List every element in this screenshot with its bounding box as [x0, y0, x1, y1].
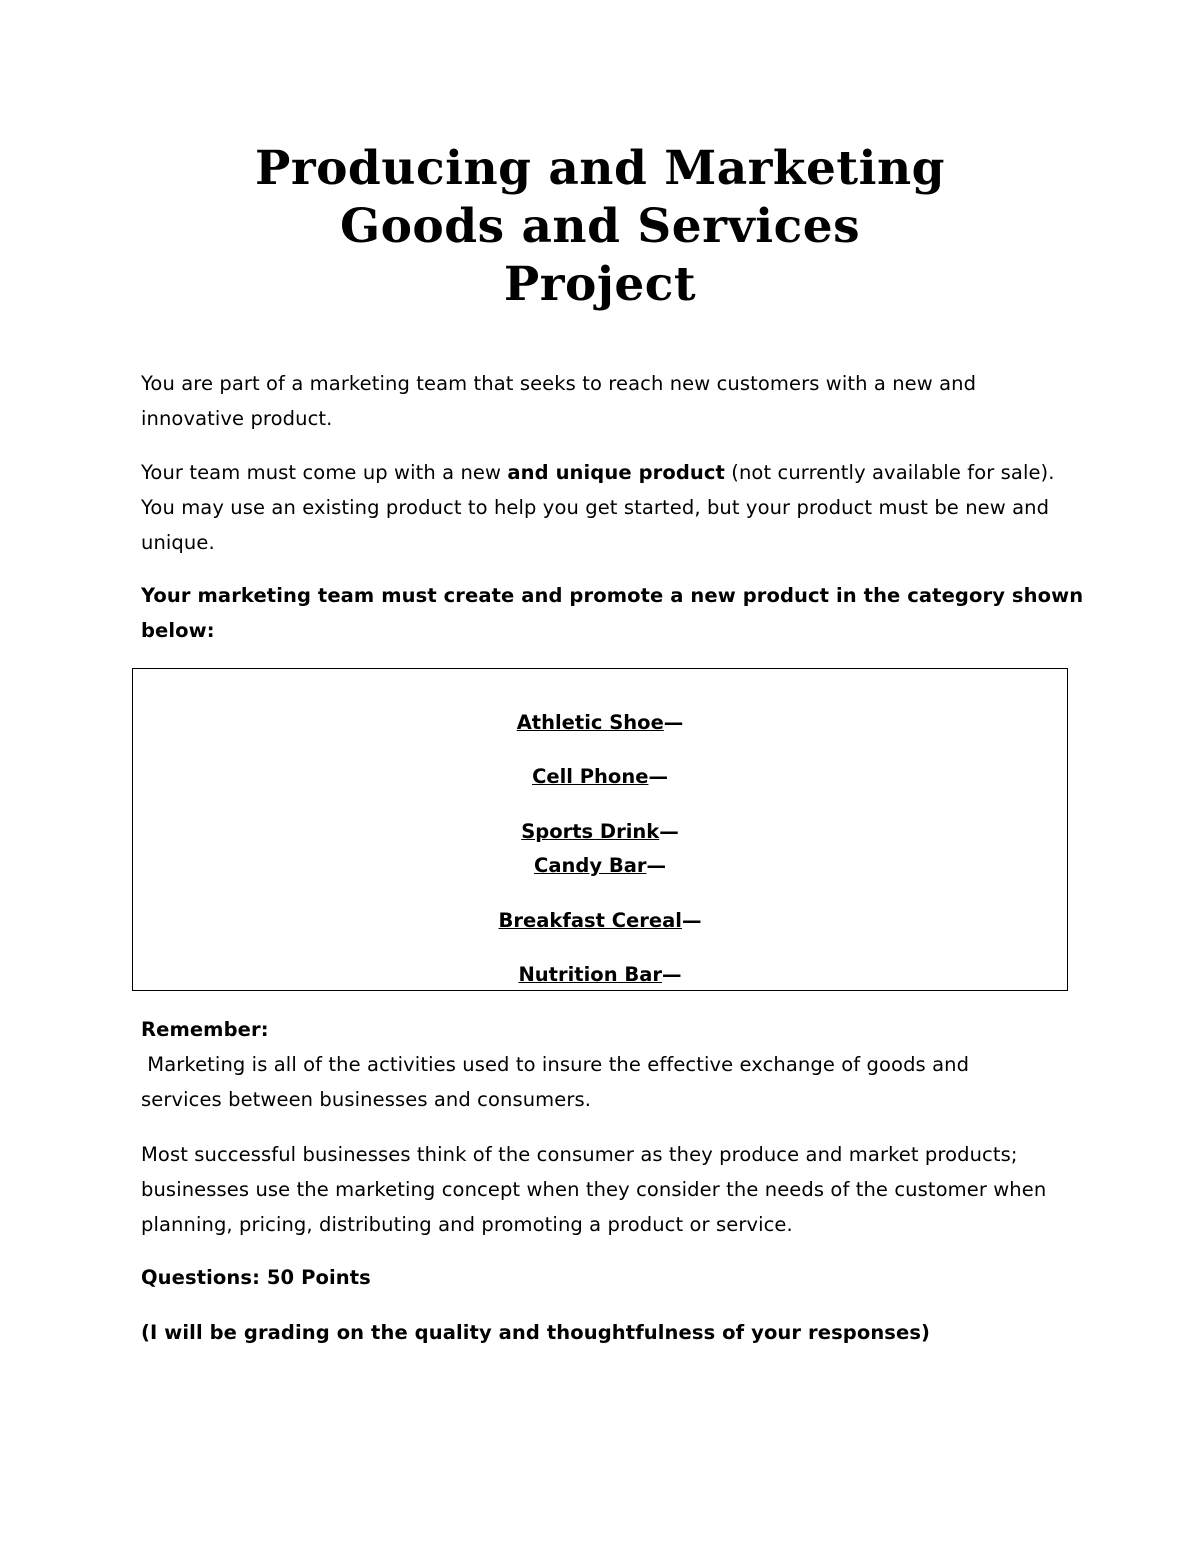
- instruction-line-1: Your marketing team must create and promote a new product in the category shown: [141, 584, 1084, 607]
- team-emphasis: and unique product: [507, 461, 725, 484]
- category-label: Sports Drink: [521, 820, 660, 843]
- category-dash: —: [646, 854, 666, 877]
- category-label: Candy Bar: [534, 854, 647, 877]
- remember-line-1: Marketing is all of the activities used to insure the effective exchange of goods and: [141, 1053, 970, 1076]
- team-paragraph: [141, 455, 1071, 560]
- category-box: [132, 668, 1068, 991]
- category-sports-drink: [133, 820, 1067, 844]
- successful-line-2: businesses use the marketing concept when they consider the needs of the customer when: [141, 1178, 1047, 1201]
- instruction-paragraph: [141, 578, 1084, 648]
- intro-paragraph: [141, 366, 1071, 436]
- title-line-3: Project: [503, 257, 697, 312]
- remember-line-2: services between businesses and consumers.: [141, 1088, 592, 1111]
- team-line-1-end: (not currently available for sale).: [724, 461, 1055, 484]
- intro-line-2: innovative product.: [141, 407, 333, 430]
- category-dash: —: [648, 765, 668, 788]
- team-line-2: You may use an existing product to help you get started, but your product must be new and: [141, 496, 1050, 519]
- category-label: Nutrition Bar: [518, 963, 663, 986]
- questions-heading: Questions: 50 Points: [141, 1266, 371, 1289]
- category-dash: —: [662, 963, 682, 986]
- category-dash: —: [663, 711, 684, 734]
- team-line-1: [141, 455, 1071, 490]
- successful-line-1: Most successful businesses think of the consumer as they produce and market products;: [141, 1143, 1018, 1166]
- page-title: [0, 140, 1200, 314]
- successful-paragraph: [141, 1137, 1071, 1242]
- category-dash: —: [659, 820, 679, 843]
- instruction-line-2: below:: [141, 619, 215, 642]
- intro-line-1: You are part of a marketing team that seeks to reach new customers with a new and: [141, 372, 977, 395]
- title-line-1: Producing and Marketing: [254, 141, 946, 196]
- team-line-3: unique.: [141, 531, 215, 554]
- category-label: Athletic Shoe: [516, 711, 664, 734]
- category-cell-phone: [133, 765, 1067, 789]
- grading-note: (I will be grading on the quality and thoughtfulness of your responses): [141, 1321, 931, 1344]
- remember-heading: Remember:: [141, 1018, 269, 1041]
- category-athletic-shoe: [133, 711, 1067, 735]
- category-breakfast-cereal: [133, 909, 1067, 933]
- remember-paragraph: [141, 1012, 1071, 1117]
- category-nutrition-bar: [133, 963, 1067, 987]
- team-line-1-start: Your team must come up with a new: [141, 461, 508, 484]
- category-dash: —: [681, 909, 702, 932]
- category-label: Cell Phone: [532, 765, 649, 788]
- category-candy-bar: [133, 854, 1067, 878]
- category-label: Breakfast Cereal: [498, 909, 682, 932]
- successful-line-3: planning, pricing, distributing and promoting a product or service.: [141, 1213, 793, 1236]
- title-line-2: Goods and Services: [339, 199, 861, 254]
